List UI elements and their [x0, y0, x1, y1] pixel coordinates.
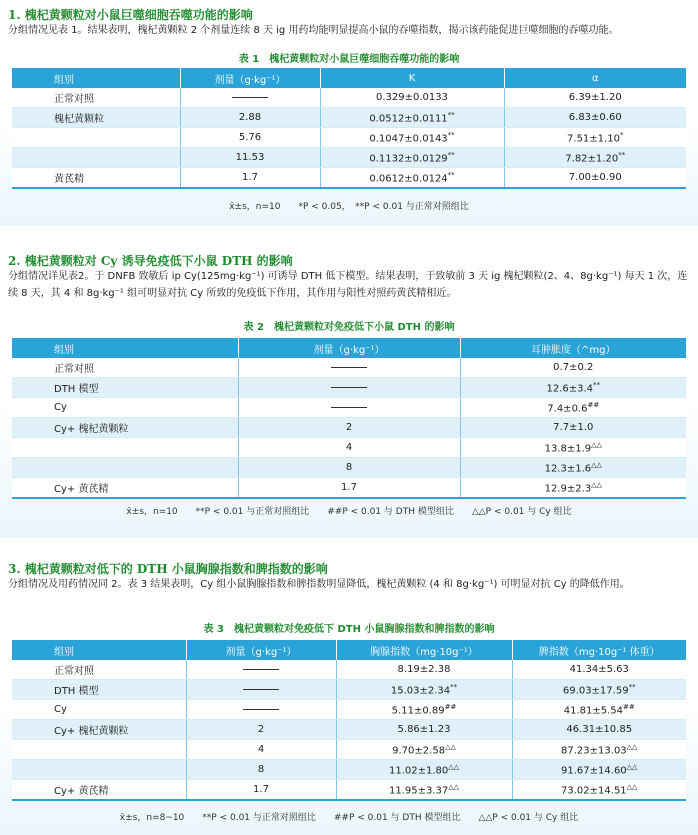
section-3 [0, 548, 698, 835]
value-cell [336, 660, 512, 680]
value-cell [512, 720, 686, 740]
column-header: α [504, 68, 686, 88]
table-1-footnote: x̄±s，n=10 *P < 0.05， **P < 0.01 与正常对照组比 [229, 202, 469, 212]
table-1-header-row [12, 68, 686, 88]
group-cell [12, 740, 186, 760]
value-text: 0.329±0.0133 [376, 92, 448, 103]
significance-mark: ## [587, 400, 600, 409]
value-text: 73.02±14.51 [561, 785, 627, 797]
group-cell [12, 128, 180, 148]
table-row [12, 108, 686, 128]
dash-mark [331, 387, 367, 388]
value-text: 87.23±13.03 [561, 745, 627, 757]
value-text: 6.83±0.60 [568, 112, 622, 123]
significance-mark: △△ [626, 742, 638, 751]
table-row [12, 398, 686, 418]
value-text: 0.0612±0.0124 [369, 173, 448, 185]
value-text: 0.7±0.2 [553, 362, 594, 373]
value-text: 41.81±5.54 [563, 705, 624, 717]
table-3-title: 表 3 槐杞黄颗粒对免疫低下 DTH 小鼠胸腺指数和脾指数的影响 [203, 624, 495, 635]
column-header: 组别 [12, 640, 186, 660]
significance-mark: △△ [448, 762, 460, 771]
value-text: 6.39±1.20 [568, 92, 622, 103]
significance-mark: ** [618, 150, 626, 159]
dose-value: 1.7 [253, 784, 269, 795]
value-cell [504, 168, 686, 189]
group-cell: Cy+ 黄芪精 [12, 478, 238, 499]
value-text: 7.51±1.10 [567, 133, 620, 145]
value-cell [504, 108, 686, 128]
dose-cell [186, 740, 336, 760]
value-text: 7.4±0.6 [547, 403, 588, 415]
section-1-text: 分组情况见表 1。结果表明，槐杞黄颗粒 2 个剂量连续 8 天 ig 用药均能明显提高小鼠的吞噬指数，揭示该药能促进巨噬细胞的吞噬功能。 [8, 25, 619, 36]
table-2-header-row [12, 338, 686, 358]
dose-cell [186, 720, 336, 740]
significance-mark: ** [447, 110, 455, 119]
section-2 [0, 238, 698, 538]
significance-mark: ** [628, 682, 636, 691]
dose-cell [186, 660, 336, 680]
column-header: 组别 [12, 68, 180, 88]
value-text: 0.1132±0.0129 [369, 153, 448, 165]
dose-value: 4 [345, 442, 353, 453]
value-cell [336, 740, 512, 760]
table-2-footnote: x̄±s，n=10 **P < 0.01 与正常对照组比 ##P < 0.01 与 DTH 模型组比 △△P < 0.01 与 Cy 组比 [126, 507, 572, 517]
dash-mark [243, 709, 279, 710]
group-cell: 正常对照 [12, 660, 186, 680]
section-2-text: 分组情况详见表2。于 DNFB 致敏后 ip Cy(125mg·kg⁻¹) 可诱导 DTH 低下模型。结果表明，于致敏前 3 天 ig 槐杞颗粒(2、4、8g·kg⁻¹) 每天 1 次，连续 8 天，其 4 和 8g·kg⁻¹ 组可明显对抗 Cy 所致的免疫低下作用，其作用与阳性对照药黄芪精相近。 [8, 271, 688, 299]
value-cell [512, 780, 686, 801]
value-text: 8.19±2.38 [397, 664, 451, 675]
dose-value: 8 [257, 764, 265, 775]
dose-cell [238, 378, 460, 398]
group-cell: 正常对照 [12, 88, 180, 108]
value-text: 46.31±10.85 [566, 724, 633, 735]
value-text: 11.95±3.37 [388, 785, 449, 797]
table-row [12, 128, 686, 148]
table-row [12, 720, 686, 740]
value-cell [320, 108, 504, 128]
group-cell [12, 458, 238, 478]
value-text: 7.00±0.90 [568, 172, 622, 183]
table-3 [12, 640, 686, 801]
dose-cell [186, 700, 336, 720]
significance-mark: ** [447, 130, 455, 139]
significance-mark: △△ [626, 762, 638, 771]
dash-mark [232, 97, 268, 98]
table-row [12, 88, 686, 108]
value-cell [320, 88, 504, 108]
group-cell: Cy+ 槐杞黄颗粒 [12, 418, 238, 438]
column-header: 剂量（g·kg⁻¹） [180, 68, 320, 88]
dose-cell [238, 358, 460, 378]
value-cell [336, 720, 512, 740]
dash-mark [331, 367, 367, 368]
value-text: 12.3±1.6 [544, 463, 592, 475]
group-cell: Cy [12, 700, 186, 720]
table-row [12, 478, 686, 499]
group-cell: 槐杞黄颗粒 [12, 108, 180, 128]
value-cell [512, 660, 686, 680]
value-text: 91.67±14.60 [561, 765, 627, 777]
table-1-title: 表 1 槐杞黄颗粒对小鼠巨噬细胞吞噬功能的影响 [238, 54, 460, 65]
value-cell [512, 740, 686, 760]
value-cell [512, 700, 686, 720]
table-row [12, 740, 686, 760]
dose-cell [180, 108, 320, 128]
significance-mark: △△ [626, 782, 638, 791]
value-text: 0.0512±0.0111 [369, 113, 448, 125]
dash-mark [243, 669, 279, 670]
section-1-title: 1. 槐杞黄颗粒对小鼠巨噬细胞吞噬功能的影响 [8, 8, 253, 22]
value-cell [504, 148, 686, 168]
value-cell [336, 780, 512, 801]
value-cell [504, 88, 686, 108]
value-cell [460, 458, 686, 478]
value-text: 69.03±17.59 [562, 685, 629, 697]
section-2-title: 2. 槐杞黄颗粒对 Cy 诱导免疫低下小鼠 DTH 的影响 [8, 254, 293, 268]
dose-value: 5.76 [238, 132, 262, 143]
dose-cell [186, 760, 336, 780]
value-cell [320, 148, 504, 168]
dash-mark [243, 689, 279, 690]
column-header: 组别 [12, 338, 238, 358]
value-cell [336, 760, 512, 780]
value-text: 5.11±0.89 [391, 705, 445, 717]
table-row [12, 148, 686, 168]
value-text: 9.70±2.58 [392, 745, 446, 757]
section-3-title: 3. 槐杞黄颗粒对低下的 DTH 小鼠胸腺指数和脾指数的影响 [8, 562, 328, 576]
group-cell: Cy [12, 398, 238, 418]
column-header: 脾指数（mg·10g⁻¹ 体重） [512, 640, 686, 660]
value-cell [460, 398, 686, 418]
dose-value: 2.88 [238, 112, 262, 123]
significance-mark: △△ [448, 782, 460, 791]
column-header: 剂量（g·kg⁻¹） [186, 640, 336, 660]
dose-cell [238, 458, 460, 478]
significance-mark: ** [447, 170, 455, 179]
column-header: 耳肿胀度（^mg） [460, 338, 686, 358]
group-cell [12, 760, 186, 780]
value-cell [460, 418, 686, 438]
table-row [12, 760, 686, 780]
group-cell [12, 438, 238, 458]
significance-mark: ## [444, 702, 457, 711]
significance-mark: ## [623, 702, 635, 711]
value-cell [512, 760, 686, 780]
table-row [12, 378, 686, 398]
dose-value: 1.7 [341, 482, 357, 493]
dose-cell [180, 128, 320, 148]
value-text: 11.02±1.80 [388, 765, 449, 777]
significance-mark: △△ [445, 742, 456, 751]
table-row [12, 458, 686, 478]
significance-mark: ** [450, 682, 458, 691]
significance-mark: △△ [591, 440, 602, 449]
table-row [12, 168, 686, 189]
group-cell [12, 148, 180, 168]
value-cell [460, 358, 686, 378]
value-text: 7.7±1.0 [553, 422, 594, 433]
column-header: 剂量（g·kg⁻¹） [238, 338, 460, 358]
table-row [12, 438, 686, 458]
dose-cell [238, 478, 460, 499]
table-row [12, 680, 686, 700]
dose-cell [186, 680, 336, 700]
group-cell: 黄芪精 [12, 168, 180, 189]
table-row [12, 700, 686, 720]
dose-cell [238, 438, 460, 458]
value-text: 5.86±1.23 [397, 724, 451, 735]
value-text: 7.82±1.20 [565, 153, 619, 165]
dose-value: 1.7 [242, 172, 258, 183]
group-cell: 正常对照 [12, 358, 238, 378]
value-cell [320, 128, 504, 148]
value-text: 13.8±1.9 [544, 443, 592, 455]
significance-mark: △△ [591, 460, 602, 469]
value-cell [504, 128, 686, 148]
group-cell: Cy+ 槐杞黄颗粒 [12, 720, 186, 740]
dose-value: 4 [257, 744, 265, 755]
group-cell: DTH 模型 [12, 378, 238, 398]
significance-mark: △△ [591, 480, 602, 489]
dose-value: 8 [345, 462, 353, 473]
dose-cell [238, 418, 460, 438]
significance-mark: ** [447, 150, 455, 159]
table-row [12, 418, 686, 438]
value-cell [336, 700, 512, 720]
dose-value: 11.53 [235, 152, 265, 163]
group-cell: DTH 模型 [12, 680, 186, 700]
value-cell [320, 168, 504, 189]
table-row [12, 660, 686, 680]
dose-cell [238, 398, 460, 418]
table-3-header-row [12, 640, 686, 660]
dose-value: 2 [257, 724, 265, 735]
table-row [12, 358, 686, 378]
table-1 [12, 68, 686, 189]
dose-value: 2 [345, 422, 353, 433]
dose-cell [180, 148, 320, 168]
significance-mark: ** [593, 380, 601, 389]
value-text: 15.03±2.34 [390, 685, 451, 697]
section-3-text: 分组情况及用药情况同 2。表 3 结果表明，Cy 组小鼠胸腺指数和脾指数明显降低，槐杞黄颗粒 (4 和 8g·kg⁻¹) 可明显对抗 Cy 的降低作用。 [8, 579, 630, 590]
value-cell [460, 378, 686, 398]
section-1 [0, 0, 698, 226]
dose-cell [186, 780, 336, 801]
dash-mark [331, 407, 367, 408]
value-text: 41.34±5.63 [569, 664, 629, 675]
value-cell [336, 680, 512, 700]
value-cell [460, 438, 686, 458]
table-row [12, 780, 686, 801]
significance-mark: * [619, 130, 624, 139]
table-3-footnote: x̄±s，n=8~10 **P < 0.01 与正常对照组比 ##P < 0.01 与 DTH 模型组比 △△P < 0.01 与 Cy 组比 [119, 813, 579, 823]
table-2 [12, 338, 686, 499]
value-text: 12.9±2.3 [544, 483, 592, 495]
value-text: 0.1047±0.0143 [369, 133, 448, 145]
group-cell: Cy+ 黄芪精 [12, 780, 186, 801]
table-2-title: 表 2 槐杞黄颗粒对免疫低下小鼠 DTH 的影响 [243, 322, 455, 333]
column-header: K [320, 68, 504, 88]
dose-cell [180, 168, 320, 189]
column-header: 胸腺指数（mg·10g⁻¹） [336, 640, 512, 660]
value-cell [460, 478, 686, 499]
value-cell [512, 680, 686, 700]
dose-cell [180, 88, 320, 108]
value-text: 12.6±3.4 [546, 383, 594, 395]
